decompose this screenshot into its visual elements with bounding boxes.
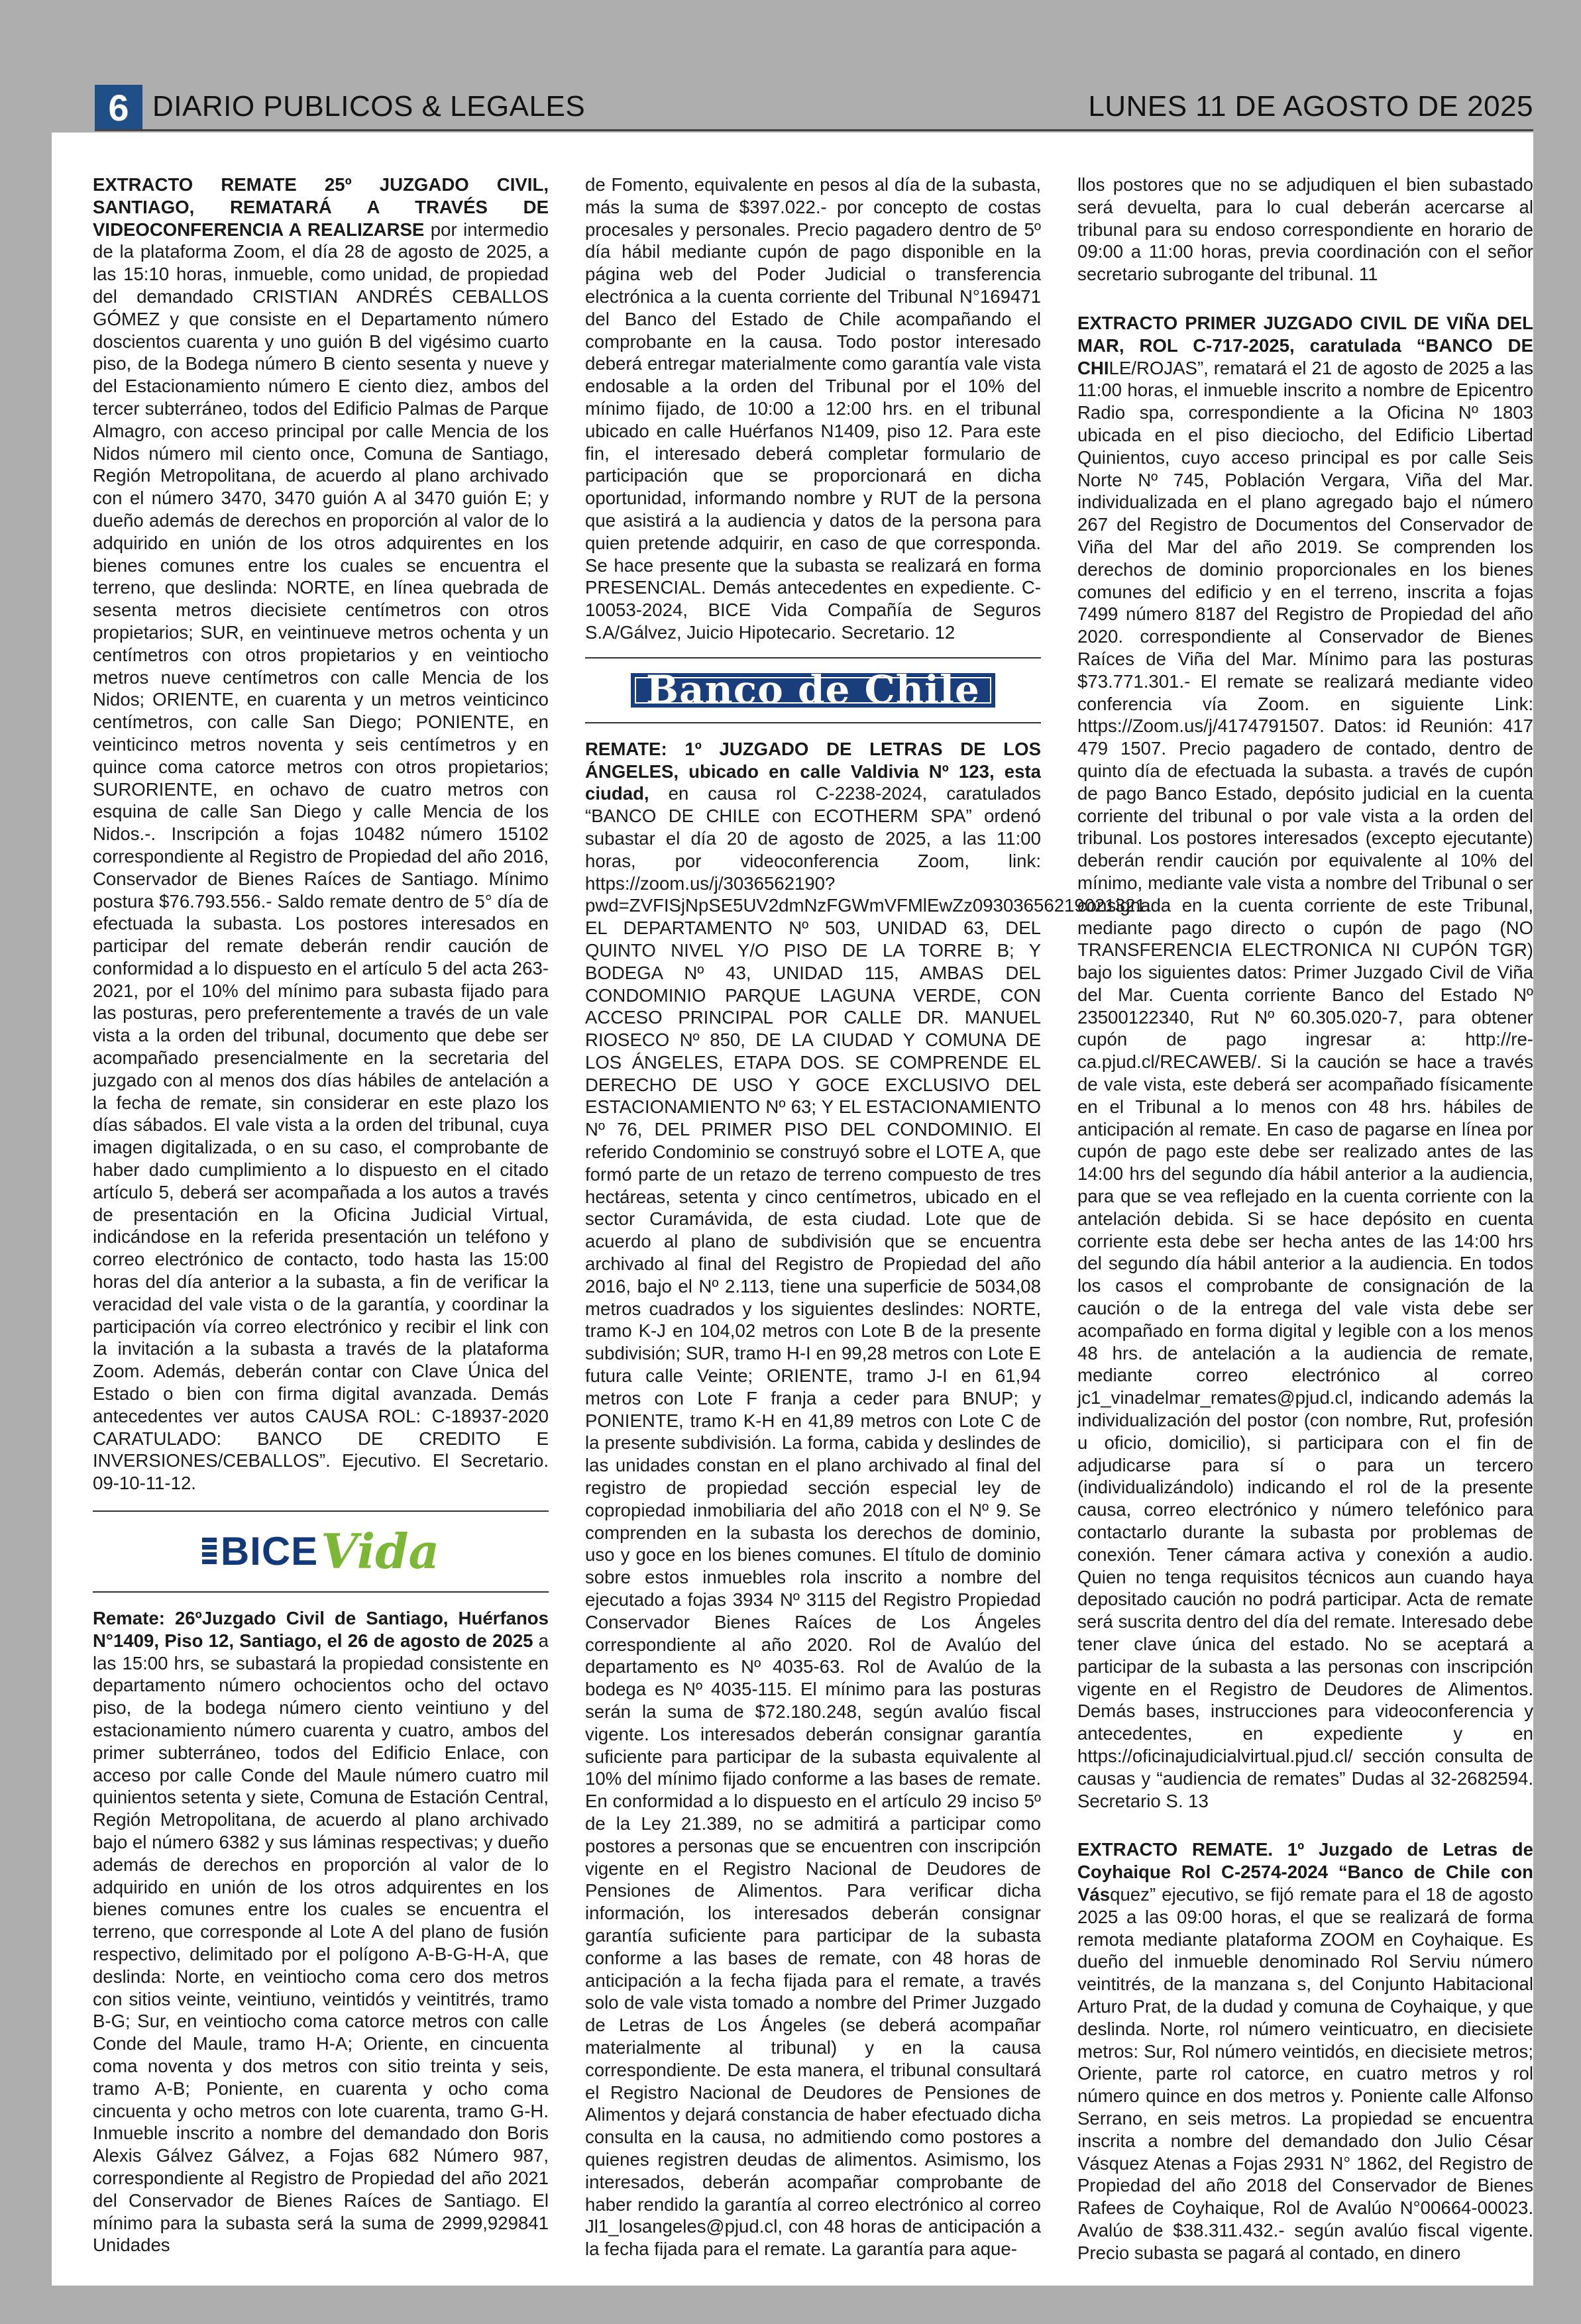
notice-continuation: llos postores que no se adjudiquen el bien subastado será devuelta, para lo cual deberán acercarse al tribunal para su endoso correspondiente en horario de 09:00 a 11:00 horas, previa coordinación con el señor secretario subrogante del tribunal. 11 — [1077, 174, 1533, 285]
notice-title: REMATE: 1º JUZGADO DE LETRAS DE LOS ÁNGELES, ubicado en calle Valdivia Nº 123, esta ciudad, — [585, 738, 1041, 804]
bice-logo-text: BICE — [220, 1529, 319, 1574]
bice-vida-logo — [93, 1512, 549, 1591]
divider — [93, 1591, 549, 1593]
notice-remate-26-juzgado — [93, 1607, 549, 2256]
column-3 — [1077, 174, 1533, 2280]
publication-name: DIARIO PUBLICOS & LEGALES — [152, 90, 586, 123]
publication-date: LUNES 11 DE AGOSTO DE 2025 — [1088, 90, 1533, 123]
notice-body: por intermedio de la plataforma Zoom, el día 28 de agosto de 2025, a las 15:10 horas, inmueble, como unidad, de propiedad del demandado CRISTIAN ANDRÉS CEBALLOS GÓMEZ y que consiste en el Departamento número doscientos cuarenta y uno guión B del vigésimo cuarto piso, de la Bodega número B ciento sesenta y nueve y del Estacionamiento número E ciento diez, ambos del tercer subterráneo, todos del Edificio Palmas de Parque Almagro, con acceso principal por calle Mencia de los Nidos número mil ciento once, Comuna de Santiago, Región Metropolitana, de acuerdo al plano archivado con el número 3470, 3470 guión A al 3470 guión E; y dueño además de derechos en proporción al valor de lo adquirido en unión de los otros adquirentes en los bienes comunes entre los cuales se encuentra el terreno, que deslinda: NORTE, en línea quebrada de sesenta metros diecisiete centímetros con otros propietarios; SUR, en veintinueve metros ochenta y un centímetros con otros propietarios y en veintiocho metros nueve centímetros con calle Mencia de los Nidos; ORIENTE, en cuarenta y un metros veinticinco centímetros, con calle San Diego; PONIENTE, en veinticinco metros noventa y seis centímetros y en quince coma catorce metros con otros propietarios; SURORIENTE, en ochavo de cuatro metros con esquina de calle San Diego y calle Mencia de los Nidos.-. Inscripción a fojas 10482 número 15102 correspondiente al Registro de Propiedad del año 2016, Conservador de Bienes Raíces de Santiago. Mínimo postura $76.793.556.- Saldo remate dentro de 5° día de efectuada la subasta. Los postores interesados en participar del remate deberán rendir caución de conformidad a lo dispuesto en el artículo 5 del acta 263-2021, por el 10% del mínimo para subasta fijado para las posturas, pero preferentemente a través de un vale vista a la orden del tribunal, documento que debe ser acompañado presencialmente en la secretaria del juzgado con al menos dos días hábiles de antelación a la fecha de remate, sin considerar en este plazo los días sábados. El vale vista a la orden del tribunal, cuya imagen digitalizada, o en su caso, el comprobante de haber dado cumplimiento a lo dispuesto en el citado artículo 5, deberá ser acompañada a los autos a través de presentación en la Oficina Judicial Virtual, indicándose en la referida presentación un teléfono y correo electrónico de contacto, todo hasta las 15:00 horas del día anterior a la subasta, a fin de verificar la veracidad del vale vista o de la garantía, y coordinar la participación vía correo electrónico y recibir el link con la invitación a la subasta a través de la plataforma Zoom. Además, deberán contar con Clave Única del Estado o bien con firma digital avanzada. Demás antecedentes ver autos CAUSA ROL: C-18937-2020 CARATULADO: BANCO DE CREDITO E INVERSIONES/CEBALLOS”. Ejecutivo. El Secretario. 09-10-11-12. — [93, 219, 549, 1494]
notice-body: en causa rol C-2238-2024, caratulados “BANCO DE CHILE con ECOTHERM SPA” ordenó subastar el día 20 de agosto de 2025, a las 11:00 horas, por videoconferencia Zoom, link: https://zoom.us/j/3036562190?pwd=ZVFISjNpSE5UV2dmNzFGWmVFMlEwZz09303656219021321. EL DEPARTAMENTO Nº 503, UNIDAD 63, DEL QUINTO NIVEL Y/O PISO DE LA TORRE B; Y BODEGA Nº 43, UNIDAD 115, AMBAS DEL CONDOMINIO PARQUE LAGUNA VERDE, CON ACCESO PRINCIPAL POR CALLE DR. MANUEL RIOSECO Nº 850, DE LA CIUDAD Y COMUNA DE LOS ÁNGELES, ETAPA DOS. SE COMPRENDE EL DERECHO DE USO Y GOCE EXCLUSIVO DEL ESTACIONAMIENTO Nº 63; Y EL ESTACIONAMIENTO Nº 76, DEL PRIMER PISO DEL CONDOMINIO. El referido Condominio se construyó sobre el LOTE A, que formó parte de un retazo de terreno compuesto de tres hectáreas, setenta y cinco centímetros, ubicado en el sector Curamávida, de esta ciudad. Lote que de acuerdo al plano de subdivisión que se encuentra archivado al final del Registro de Propiedad del año 2016, bajo el Nº 2.113, tiene una superficie de 5034,08 metros cuadrados y los siguientes deslindes: NORTE, tramo K-J en 104,02 metros con Lote B de la presente subdivisión; SUR, tramo H-I en 99,28 metros con Lote E futura calle Veinte; ORIENTE, tramo J-I en 61,94 metros con Lote F franja a ceder para BNUP; y PONIENTE, tramo K-H en 41,89 metros con Lote C de la presente subdivisión. La forma, cabida y deslindes de las unidades constan en el plano archivado al final del registro de propiedad sección especial ley de copropiedad inmobiliaria del año 2018 con el Nº 9. Se comprenden en la subasta los derechos de dominio, uso y goce en los bienes comunes. El título de dominio sobre estos inmuebles rola inscrito a nombre del ejecutado a fojas 3934 Nº 3115 del Registro Propiedad Conservador Bienes Raíces de Los Ángeles correspondiente al año 2020. Rol de Avalúo del departamento es Nº 4035-63. Rol de Avalúo de la bodega es Nº 4035-115. El mínimo para las posturas serán la suma de $72.180.248, según avalúo fiscal vigente. Los interesados deberán consignar garantía suficiente para participar de la subasta equivalente al 10% del mínimo fijado conforme a las bases de remate. En conformidad a lo dispuesto en el artículo 29 inciso 5º de la Ley 21.389, no se admitirá a participar como postores a personas que se encuentren con inscripción vigente en el Registro Nacional de Deudores de Pensiones de Alimentos. Para verificar dicha información, los interesados deberán consignar garantía suficiente para participar de la subasta conforme a las bases de remate, con 48 horas de anticipación a la fecha fijada para el remate, a través solo de vale vista tomado a nombre del Primer Juzgado de Letras de Los Ángeles (se deberá acompañar materialmente al tribunal) y en la causa correspondiente. De esta manera, el tribunal consultará el Registro Nacional de Deudores de Pensiones de Alimentos y dejará constancia de haber efectuado dicha consulta en la causa, no admitiendo como postores a quienes registren deudas de alimentos. Asimismo, los interesados, deberán acompañar comprobante de haber rendido la garantía al correo electrónico al correo Jl1_losangeles@pjud.cl, con 48 horas de anticipación a la fecha fijada para el remate. La garantía para aque- — [585, 783, 1151, 2260]
notice-remate-coyhaique — [1077, 1838, 1533, 2264]
banco-de-chile-logo-text: Banco de Chile — [631, 673, 995, 708]
notice-remate-vina-del-mar — [1077, 312, 1533, 1812]
notice-title: EXTRACTO PRIMER JUZGADO CIVIL DE VIÑA DEL MAR, ROL C-717-2025, caratulada “BANCO DE CHI — [1077, 312, 1533, 378]
notice-title: EXTRACTO REMATE 25º JUZGADO CIVIL, SANTIAGO, REMATARÁ A TRAVÉS DE VIDEOCONFERENCIA A REALIZARSE — [93, 174, 549, 240]
column-2 — [585, 174, 1151, 2280]
notice-body: a las 15:00 hrs, se subastará la propiedad consistente en departamento número ochocientos ocho del octavo piso, de la bodega número ciento veintiuno y del estacionamiento número cuarenta y cuatro, ambos del primer subterráneo, todos del Edificio Enlace, con acceso por calle Conde del Maule número cuatro mil quinientos setenta y siete, Comuna de Estación Central, Región Metropolitana, de acuerdo al plano archivado bajo el número 6382 y sus láminas respectivas; y dueño además de derechos en proporción al valor de lo adquirido en unión de los otros adquirentes en los bienes comunes entre los cuales se encuentra el terreno, que corresponde al Lote A del plano de fusión respectivo, delimitado por el polígono A-B-G-H-A, que deslinda: Norte, en veintiocho coma cero dos metros con sitios veinte, veintiuno, veintidós y veintitrés, tramo B-G; Sur, en veintiocho coma catorce metros con calle Conde del Maule, tramo H-A; Oriente, en cincuenta coma noventa y dos metros con sitio treinta y seis, tramo A-B; Poniente, en cuarenta y ocho coma cincuenta y ocho metros con lote cuarenta, tramo G-H. Inmueble inscrito a nombre del demandado don Boris Alexis Gálvez Gálvez, a Fojas 682 Número 987, correspondiente al Registro de Propiedad del año 2021 del Conservador de Bienes Raíces de Santiago. El mínimo para la subasta será la suma de 2999,929841 Unidades — [93, 1630, 549, 2256]
notice-continuation: de Fomento, equivalente en pesos al día de la subasta, más la suma de $397.022.- por concepto de costas procesales y personales. Precio pagadero dentro de 5º día hábil mediante cupón de pago disponible en la página web del Poder Judicial o transferencia electrónica a la cuenta corriente del Tribunal N°169471 del Banco del Estado de Chile acompañando el comprobante en la causa. Todo postor interesado deberá entregar materialmente como garantía vale vista endosable a la orden del Tribunal por el 10% del mínimo fijado, de 10:00 a 12:00 hrs. en el tribunal ubicado en calle Huérfanos N1409, piso 12. Para este fin, el interesado deberá completar formulario de participación que se proporcionará en dicha oportunidad, informando nombre y RUT de la persona que asistirá a la audiencia y datos de la persona para quien pretende adquirir, en caso de que corresponda. Se hace presente que la subasta se realizará en forma PRESENCIAL. Demás antecedentes en expediente. C-10053-2024, BICE Vida Compañía de Seguros S.A/Gálvez, Juicio Hipotecario. Secretario. 12 — [585, 174, 1041, 643]
header-rule — [95, 129, 1533, 131]
spacer — [1077, 286, 1533, 312]
notice-body: quez” ejecutivo, se fijó remate para el 18 de agosto 2025 a las 09:00 horas, el que se realizará de forma remota mediante plataforma ZOOM en Coyhaique. Es dueño del inmueble denominado Rol Serviu número veintitrés, de la manzana s, del Conjunto Habitacional Arturo Prat, de la dudad y comuna de Coyhaique, y que deslinda. Norte, rol número veinticuatro, en diecisiete metros: Sur, Rol número veintidós, en diecisiete metros; Oriente, parte rol catorce, en cuatro metros y rol número quince en dos metros y. Poniente calle Alfonso Serrano, en seis metros. La propiedad se encuentra inscrita a nombre del demandado don Julio César Vásquez Atenas a Fojas 2931 N° 1862, del Registro de Propiedad del año 2018 del Conservador de Bienes Rafees de Coyhaique, Rol de Avalúo N°00664-00023. Avalúo de $38.311.432.- según avalúo fiscal vigente. Precio subasta se pagará al contado, en dinero — [1077, 1883, 1533, 2263]
notice-remate-25-juzgado — [93, 174, 549, 1495]
notice-title: EXTRACTO REMATE. 1º Juzgado de Letras de Coyhaique Rol C-2574-2024 “Banco de Chile con Vás — [1077, 1839, 1533, 1905]
page-header — [0, 0, 1581, 132]
vida-logo-text: Vida — [321, 1523, 440, 1580]
notice-body: LE/ROJAS”, rematará el 21 de agosto de 2025 a las 11:00 horas, el inmueble inscrito a nombre de Epicentro Radio spa, correspondiente a la Oficina Nº 1803 ubicada en el piso dieciocho, del Edificio Libertad Quinientos, cuyo acceso principal es por calle Seis Norte Nº 745, Población Vergara, Viña del Mar. individualizada en el plano agregado bajo el número 267 del Registro de Documentos del Conservador de Viña del Mar del año 2019. Se comprenden los derechos de dominio proporcionales en los bienes comunes del edificio y en el terreno, inscrita a fojas 7499 número 8187 del Registro de Propiedad del año 2020. correspondiente al Conservador de Bienes Raíces de Viña del Mar. Mínimo para las posturas $73.771.301.- El remate se realizará mediante video conferencia vía Zoom. en siguiente Link: https://Zoom.us/j/4174791507. Datos: id Reunión: 417 479 1507. Precio pagadero de contado, dentro de quinto día de efectuada la subasta. a través de cupón de pago Banco Estado, depósito judicial en la cuenta corriente del tribunal o por vale vista a la orden del tribunal. Los postores interesados (excepto ejecutante) deberán rendir caución por equivalente al 10% del mínimo, mediante vale vista a nombre del Tribunal o ser consignada en la cuenta corriente de este Tribunal, mediante pago directo o cupón de pago (NO TRANSFERENCIA ELECTRONICA NI CUPÓN TGR) bajo los siguientes datos: Primer Juzgado Civil de Viña del Mar. Cuenta corriente Banco del Estado Nº 23500122340, Rut Nº 60.305.020-7, para obtener cupón de pago ingresar a: http://re-ca.pjud.cl/RECAWEB/. Si la caución se hace a través de vale vista, este deberá ser acompañado físicamente en el Tribunal a lo menos con 48 hrs. hábiles de anticipación al remate. En caso de pagarse en línea por cupón de pago este debe ser realizado antes de las 14:00 hrs del segundo día hábil anterior a la audiencia, para que se vea reflejado en la cuenta corriente con la antelación debida. Si se hace depósito en cuenta corriente esta debe ser hecha antes de las 14:00 hrs del segundo día hábil anterior a la audiencia. En todos los casos el comprobante de consignación de la caución o de la entrega del vale vista debe ser acompañado en forma digital y legible con a los menos 48 hrs. de antelación a la audiencia de remate, mediante correo electrónico al correo jc1_vinadelmar_remates@pjud.cl, indicando además la individualización del postor (con nombre, Rut, profesión u oficio, domicilio), si participara con el fin de adjudicarse para sí o para un tercero (individualizándolo) indicando el rol de la presente causa, correo electrónico y número telefónico para contactarlo durante la subasta por problemas de conexión. Tener cámara activa y conexión a audio. Quien no tenga requisitos técnicos aun cuando haya depositado caución no podrá participar. Acta de remate será suscrita dentro del día del remate. Interesado debe tener clave única del estado. No se aceptará a participar de la subasta a las personas con inscripción vigente en el Registro de Deudores de Alimentos. Demás bases, instrucciones para videoconferencia y antecedentes, en expediente y en https://oficinajudicialvirtual.pjud.cl/ sección consulta de causas y “audiencia de remates” Dudas al 32-2682594. Secretario S. 13 — [1077, 357, 1533, 1811]
column-1 — [93, 174, 549, 2280]
banco-de-chile-logo — [585, 659, 1041, 722]
notice-title: Remate: 26ºJuzgado Civil de Santiago, Huérfanos N°1409, Piso 12, Santiago, el 26 de agosto de 2025 — [93, 1608, 549, 1651]
spacer — [1077, 1812, 1533, 1838]
bice-bars-icon — [202, 1538, 217, 1565]
notice-remate-los-angeles — [585, 738, 1151, 2260]
divider — [585, 722, 1041, 723]
page-number: 6 — [95, 85, 142, 131]
